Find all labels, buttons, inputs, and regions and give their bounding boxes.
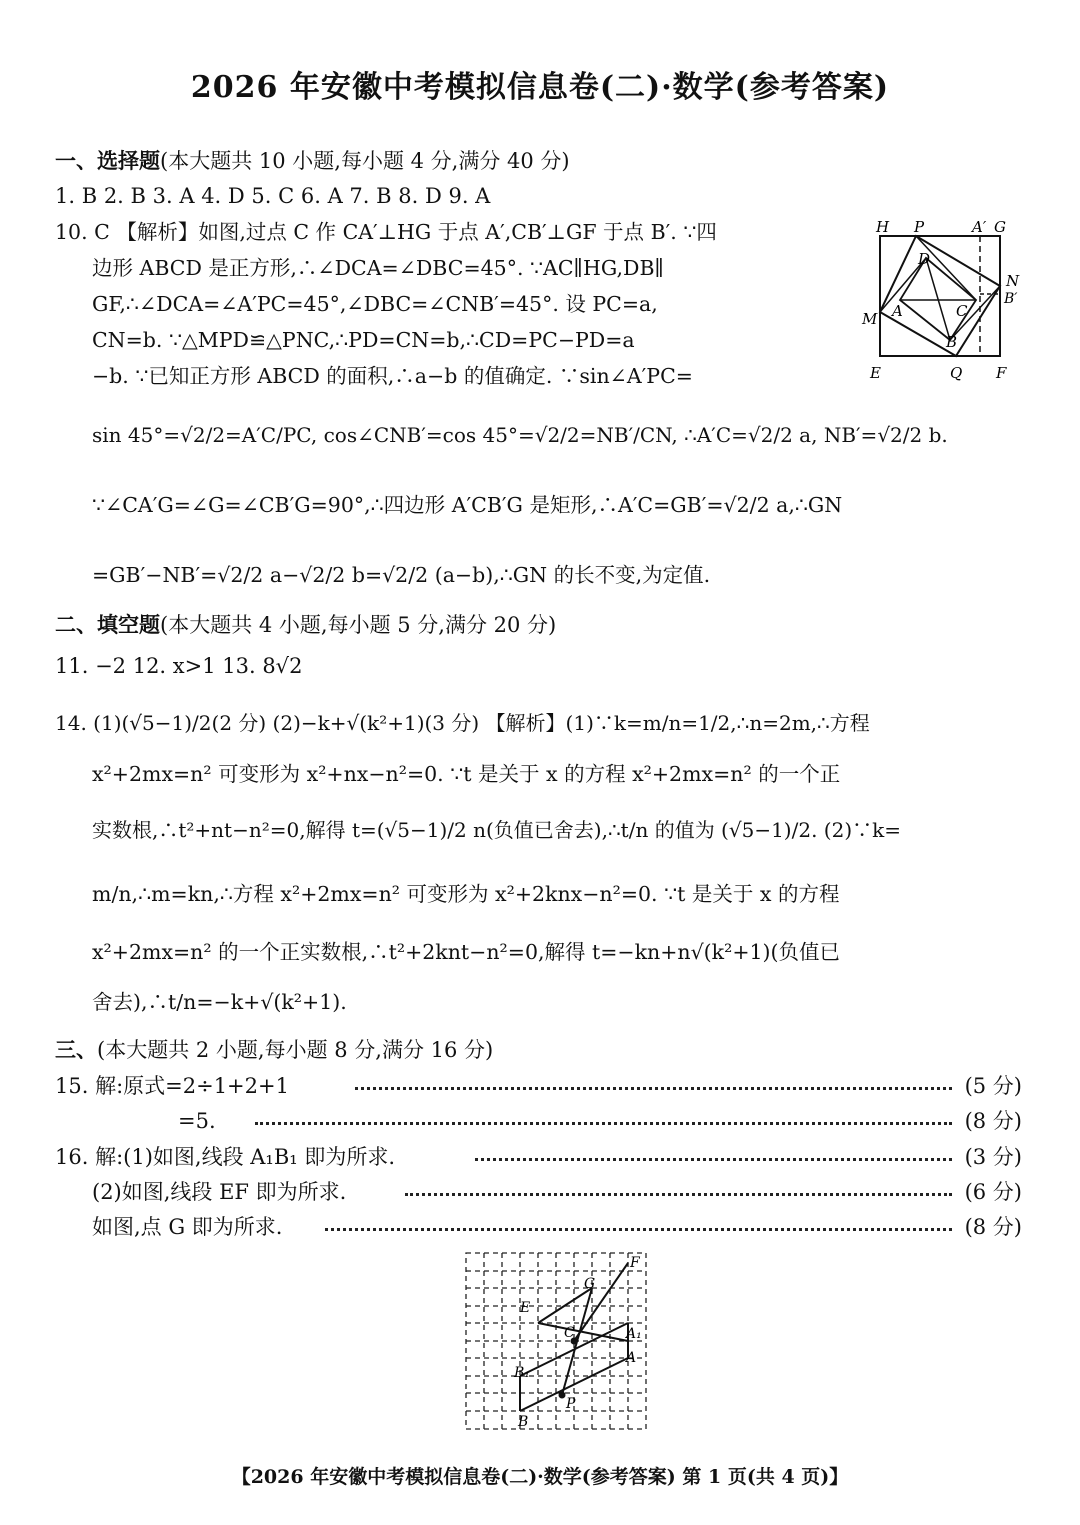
dotted-leader: [405, 1193, 952, 1196]
step-15a-score: (5 分): [964, 1074, 1022, 1098]
section1-note: (本大题共 10 小题,每小题 4 分,满分 40 分): [160, 149, 570, 173]
fig10-label-F: F: [996, 364, 1007, 382]
section1-answers: 1. B 2. B 3. A 4. D 5. C 6. A 7. B 8. D 9. A: [55, 184, 491, 208]
outer-square: [880, 236, 1000, 356]
dotted-leader: [355, 1087, 952, 1090]
page-footer: 【2026 年安徽中考模拟信息卷(二)·数学(参考答案) 第 1 页(共 4 页)】: [231, 1466, 849, 1488]
dotted-leader: [325, 1228, 952, 1231]
q10-line-7: ∵∠CA′G=∠G=∠CB′G=90°,∴四边形 A′CB′G 是矩形,∴A′C=GB′=√2/2 a,∴GN: [92, 493, 843, 517]
step-16a-score: (3 分): [964, 1145, 1022, 1169]
fig16-label-E: E: [520, 1300, 531, 1316]
q14-line-4: m/n,∴m=kn,∴方程 x²+2mx=n² 可变形为 x²+2knx−n²=0. ∵t 是关于 x 的方程: [92, 882, 840, 906]
step-15b-score: (8 分): [964, 1109, 1022, 1133]
q10-line-1: 10. C 【解析】如图,过点 C 作 CA′⊥HG 于点 A′,CB′⊥GF 于点 B′. ∵四: [55, 220, 717, 244]
step-15b-text: =5.: [178, 1109, 216, 1133]
fig10-label-Q: Q: [950, 364, 963, 382]
diag-db: [926, 258, 950, 340]
section2-heading: [55, 610, 556, 640]
fig16-label-G: G: [584, 1276, 596, 1292]
fig16-label-A1: A₁: [626, 1326, 642, 1342]
q14-line-5: x²+2mx=n² 的一个正实数根,∴t²+2knt−n²=0,解得 t=−kn+n√(k²+1)(负值已: [92, 940, 841, 964]
fig16-label-B: B: [518, 1414, 529, 1430]
fig10-label-G: G: [994, 218, 1006, 236]
section2-note: (本大题共 4 小题,每小题 5 分,满分 20 分): [160, 613, 557, 637]
section3-note: (本大题共 2 小题,每小题 8 分,满分 16 分): [97, 1038, 494, 1062]
fig10-label-D: D: [918, 250, 931, 268]
fig10-label-C: C: [956, 302, 968, 320]
q14-line-2: x²+2mx=n² 可变形为 x²+nx−n²=0. ∵t 是关于 x 的方程 x²+2mx=n² 的一个正: [92, 762, 841, 786]
q10-figure: [858, 214, 1038, 386]
q14-line-3: 实数根,∴t²+nt−n²=0,解得 t=(√5−1)/2 n(负值已舍去),∴t/n 的值为 (√5−1)/2. (2)∵k=: [92, 818, 901, 842]
fig10-label-M: M: [862, 310, 878, 328]
inner-square: [880, 236, 1000, 356]
q16-grid-figure: [462, 1250, 652, 1435]
step-row-15b: [55, 1106, 1022, 1136]
section2-answers: 11. −2 12. x>1 13. 8√2: [55, 654, 303, 678]
step-16a-text: 16. 解:(1)如图,线段 A₁B₁ 即为所求.: [55, 1145, 396, 1169]
q10-line-5: −b. ∵已知正方形 ABCD 的面积,∴a−b 的值确定. ∵sin∠A′PC=: [92, 364, 693, 388]
line-pc: [916, 236, 976, 300]
dotted-leader: [255, 1122, 952, 1125]
section3-header: 三、: [55, 1037, 97, 1062]
step-16c-score: (8 分): [964, 1215, 1022, 1239]
step-row-15a: [55, 1071, 1022, 1101]
q10-line-4: CN=b. ∵△MPD≌△PNC,∴PD=CN=b,∴CD=PC−PD=a: [92, 328, 635, 352]
step-row-16c: [55, 1212, 1022, 1242]
q10-line-2: 边形 ABCD 是正方形,∴∠DCA=∠DBC=45°. ∵AC∥HG,DB∥: [92, 256, 664, 280]
step-15a-text: 15. 解:原式=2÷1+2+1: [55, 1071, 297, 1101]
grid-lines: [466, 1253, 646, 1429]
step-row-16a: [55, 1142, 1022, 1172]
fig10-label-A: A: [892, 302, 903, 320]
step-row-16b: [55, 1177, 1022, 1207]
fig10-label-P: P: [914, 218, 925, 236]
fig16-label-B1: B₁: [514, 1365, 530, 1381]
fig16-label-P: P: [566, 1396, 576, 1412]
section2-header: 二、填空题: [55, 612, 160, 637]
q14-line-1: 14. (1)(√5−1)/2(2 分) (2)−k+√(k²+1)(3 分) 【解析】(1)∵k=m/n=1/2,∴n=2m,∴方程: [55, 711, 870, 735]
fig10-label-E: E: [870, 364, 881, 382]
fig10-label-B: B: [946, 333, 958, 351]
q14-line-6: 舍去),∴t/n=−k+√(k²+1).: [92, 990, 347, 1014]
step-16b-text: (2)如图,线段 EF 即为所求.: [92, 1180, 347, 1204]
dotted-leader: [475, 1158, 952, 1161]
step-16b-score: (6 分): [964, 1180, 1022, 1204]
fig10-label-N: N: [1006, 272, 1020, 290]
q10-line-8: =GB′−NB′=√2/2 a−√2/2 b=√2/2 (a−b),∴GN 的长不变,为定值.: [92, 563, 711, 587]
section3-heading: [55, 1035, 493, 1065]
fig16-label-A: A: [626, 1350, 637, 1366]
point-p: [559, 1392, 566, 1399]
fig10-label-A1: A′: [972, 218, 987, 236]
q10-line-6: sin 45°=√2/2=A′C/PC, cos∠CNB′=cos 45°=√2/2=NB′/CN, ∴A′C=√2/2 a, NB′=√2/2 b.: [92, 423, 948, 447]
fig16-label-F: F: [630, 1255, 640, 1271]
section1-heading: [55, 146, 570, 176]
step-16c-text: 如图,点 G 即为所求.: [92, 1215, 283, 1239]
section1-header: 一、选择题: [55, 148, 160, 173]
page-title: 2026 年安徽中考模拟信息卷(二)·数学(参考答案): [190, 70, 890, 105]
fig16-label-C: C: [564, 1325, 575, 1341]
fig10-label-B1: B′: [1004, 291, 1018, 307]
q10-line-3: GF,∴∠DCA=∠A′PC=45°,∠DBC=∠CNB′=45°. 设 PC=a,: [92, 292, 658, 316]
fig10-label-H: H: [876, 218, 890, 236]
